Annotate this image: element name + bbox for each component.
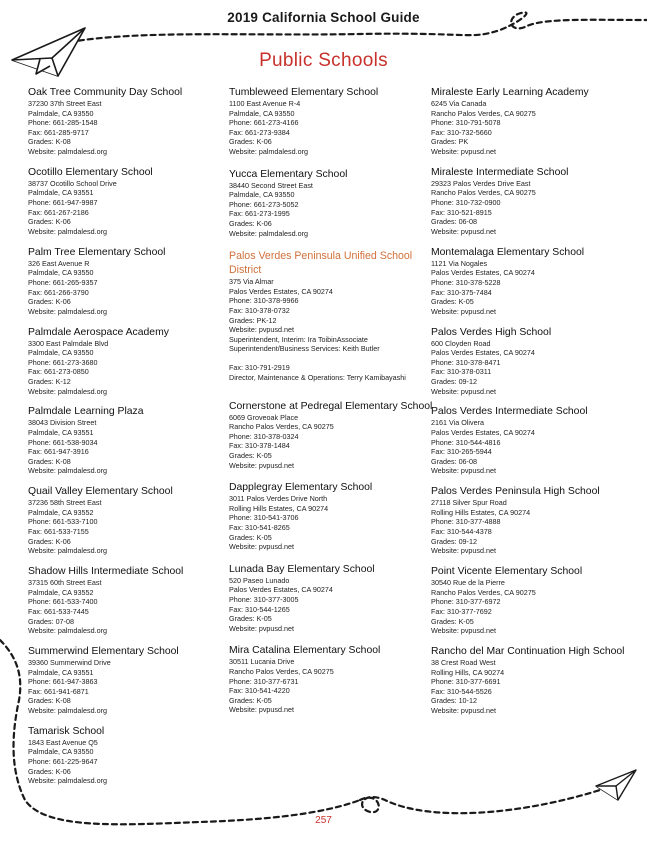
school-detail-line: Phone: 310-378-5228 bbox=[431, 277, 501, 287]
school-detail-line: Fax: 310-377-7692 bbox=[431, 606, 492, 616]
school-entry bbox=[28, 725, 233, 786]
school-detail-line: Phone: 661-273-4166 bbox=[229, 118, 299, 128]
school-detail-line: Website: pvpusd.net bbox=[229, 460, 294, 470]
school-detail-line: Phone: 310-377-6972 bbox=[431, 597, 501, 607]
school-detail-line: 326 East Avenue R bbox=[28, 258, 90, 268]
school-name: Miraleste Intermediate School bbox=[431, 166, 569, 178]
school-column-3 bbox=[431, 86, 636, 716]
school-detail-line: Fax: 661-533-7445 bbox=[28, 606, 89, 616]
school-detail-line: Website: pvpusd.net bbox=[431, 306, 496, 316]
school-detail-line: Grades: K-05 bbox=[431, 297, 474, 307]
school-detail-line: Rancho Palos Verdes, CA 90275 bbox=[431, 188, 536, 198]
school-entry bbox=[431, 166, 636, 237]
school-name: Mira Catalina Elementary School bbox=[229, 645, 381, 657]
school-entry bbox=[28, 485, 233, 556]
school-detail-line: Palmdale, CA 93552 bbox=[28, 587, 94, 597]
school-entry bbox=[431, 246, 636, 317]
school-detail-line: Phone: 661-273-5052 bbox=[229, 199, 299, 209]
school-detail-line: Palmdale, CA 93550 bbox=[28, 747, 94, 757]
school-detail-line: Phone: 310-377-3005 bbox=[229, 594, 299, 604]
school-detail-line: Website: palmdalesd.org bbox=[229, 228, 308, 238]
school-name: Point Vicente Elementary School bbox=[431, 566, 583, 578]
school-detail-line: Palos Verdes Estates, CA 90274 bbox=[431, 268, 535, 278]
school-detail-line: Grades: K-06 bbox=[229, 137, 272, 147]
school-detail-line: Grades: K-06 bbox=[28, 297, 71, 307]
school-detail-line: Phone: 310-378-8471 bbox=[431, 357, 501, 367]
school-detail-line: Grades: K-05 bbox=[229, 695, 272, 705]
school-detail-line: 38043 Division Street bbox=[28, 418, 97, 428]
school-entry bbox=[28, 86, 233, 157]
school-name: Dapplegray Elementary School bbox=[229, 482, 373, 494]
school-detail-line: Rolling Hills Estates, CA 90274 bbox=[431, 507, 531, 517]
school-detail-line: 38440 Second Street East bbox=[229, 180, 313, 190]
guide-title: 2019 California School Guide bbox=[227, 10, 420, 25]
school-detail-line: Fax: 661-267-2186 bbox=[28, 207, 89, 217]
school-detail-line: Fax: 310-544-5526 bbox=[431, 686, 492, 696]
school-detail-line: Website: pvpusd.net bbox=[229, 705, 294, 715]
school-detail-line: Grades: K-05 bbox=[229, 614, 272, 624]
school-detail-line: Grades: PK bbox=[431, 137, 469, 147]
school-detail-line: Fax: 310-521-8915 bbox=[431, 207, 492, 217]
school-name: Cornerstone at Pedregal Elementary School bbox=[229, 400, 433, 412]
school-detail-line: Grades: 10-12 bbox=[431, 696, 477, 706]
school-detail-line: 3300 East Palmdale Blvd bbox=[28, 338, 109, 348]
school-detail-line: Palos Verdes Estates, CA 90274 bbox=[229, 286, 333, 296]
school-column-2 bbox=[229, 86, 434, 715]
school-entry bbox=[28, 326, 233, 397]
school-entry bbox=[431, 485, 636, 556]
school-detail-line: Website: palmdalesd.org bbox=[28, 306, 107, 316]
school-detail-line: 1843 East Avenue Q5 bbox=[28, 737, 98, 747]
school-column-1 bbox=[28, 86, 233, 786]
school-detail-line: Grades: K-06 bbox=[28, 766, 71, 776]
school-name: Shadow Hills Intermediate School bbox=[28, 566, 184, 578]
school-detail-line: Website: pvpusd.net bbox=[229, 325, 294, 335]
school-entry bbox=[229, 168, 434, 239]
school-detail-line: Rancho Palos Verdes, CA 90275 bbox=[431, 587, 536, 597]
school-entry bbox=[431, 86, 636, 157]
school-detail-line: Website: palmdalesd.org bbox=[28, 705, 107, 715]
school-detail-line: Superintendent/Business Services: Keith Butler bbox=[229, 344, 380, 354]
school-detail-line: Phone: 310-378-0324 bbox=[229, 431, 299, 441]
school-detail-line: Fax: 310-791-2919 bbox=[229, 363, 290, 373]
school-detail-line: Phone: 661-533-7100 bbox=[28, 517, 98, 527]
school-name: Oak Tree Community Day School bbox=[28, 87, 183, 98]
school-detail-line: Website: palmdalesd.org bbox=[28, 146, 107, 156]
school-detail-line: Website: pvpusd.net bbox=[431, 226, 496, 236]
school-detail-line: Palmdale, CA 93551 bbox=[28, 188, 94, 198]
school-detail-line: Website: pvpusd.net bbox=[229, 623, 294, 633]
school-entry bbox=[431, 326, 636, 397]
school-detail-line: Grades: K-06 bbox=[28, 217, 71, 227]
school-detail-line: Grades: 09-12 bbox=[431, 376, 477, 386]
school-detail-line: Fax: 310-544-4378 bbox=[431, 527, 492, 537]
school-detail-line: Rancho Palos Verdes, CA 90275 bbox=[431, 108, 536, 118]
school-detail-line: Grades: K-05 bbox=[229, 532, 272, 542]
school-detail-line: Fax: 310-265-5944 bbox=[431, 447, 492, 457]
school-detail-line: Fax: 661-273-9384 bbox=[229, 127, 290, 137]
school-detail-line: 520 Paseo Lunado bbox=[229, 575, 290, 585]
school-detail-line: Fax: 661-266-3790 bbox=[28, 287, 89, 297]
school-detail-line: Phone: 310-732-0900 bbox=[431, 198, 501, 208]
school-detail-line: Palmdale, CA 93551 bbox=[28, 667, 94, 677]
school-detail-line: Fax: 661-273-0850 bbox=[28, 367, 89, 377]
school-detail-line: Grades: K-06 bbox=[28, 536, 71, 546]
school-detail-line: 30540 Rue de la Pierre bbox=[431, 578, 505, 588]
school-entry bbox=[229, 563, 434, 634]
school-detail-line: Website: pvpusd.net bbox=[229, 542, 294, 552]
school-detail-line: 2161 Via Olivera bbox=[431, 418, 485, 428]
school-detail-line: Fax: 661-533-7155 bbox=[28, 527, 89, 537]
section-title: Public Schools bbox=[259, 50, 388, 71]
school-entry bbox=[28, 166, 233, 237]
school-entry bbox=[28, 645, 233, 716]
school-detail-line: Rolling Hills Estates, CA 90274 bbox=[229, 503, 329, 513]
school-detail-line: 37315 60th Street East bbox=[28, 578, 102, 588]
school-detail-line: Palmdale, CA 93550 bbox=[229, 190, 295, 200]
school-detail-line: 6245 Via Canada bbox=[431, 99, 487, 108]
school-detail-line: Phone: 661-225-9647 bbox=[28, 757, 98, 767]
school-detail-line: Website: pvpusd.net bbox=[431, 386, 496, 396]
school-detail-line: 37230 37th Street East bbox=[28, 99, 102, 108]
school-detail-line: Phone: 310-378-9966 bbox=[229, 296, 299, 306]
school-detail-line bbox=[229, 354, 434, 364]
school-detail-line: Website: palmdalesd.org bbox=[28, 776, 107, 786]
school-detail-line: Palmdale, CA 93552 bbox=[28, 507, 94, 517]
school-detail-line: Website: palmdalesd.org bbox=[28, 626, 107, 636]
school-detail-line: 30511 Lucania Drive bbox=[229, 657, 295, 667]
school-detail-line: Phone: 310-377-4888 bbox=[431, 517, 501, 527]
school-name: Montemalaga Elementary School bbox=[431, 246, 585, 258]
school-detail-line: Superintendent, Interim: Ira ToibinAssociate bbox=[229, 334, 368, 344]
school-detail-line: 38737 Ocotillo School Drive bbox=[28, 178, 117, 188]
school-detail-line: 37236 58th Street East bbox=[28, 498, 102, 508]
school-detail-line: Palmdale, CA 93550 bbox=[28, 348, 94, 358]
school-detail-line: Phone: 661-265-9357 bbox=[28, 277, 98, 287]
school-name: Quail Valley Elementary School bbox=[28, 486, 173, 498]
school-detail-line: Palmdale, CA 93551 bbox=[28, 428, 94, 438]
district-name: Palos Verdes Peninsula Unified School District bbox=[229, 250, 413, 277]
school-detail-line: Palos Verdes Estates, CA 90274 bbox=[431, 428, 535, 438]
school-detail-line: Phone: 310-377-6731 bbox=[229, 676, 299, 686]
school-detail-line: Grades: K-05 bbox=[431, 616, 474, 626]
school-detail-line: Phone: 661-533-7400 bbox=[28, 597, 98, 607]
school-detail-line: Phone: 310-544-4816 bbox=[431, 437, 501, 447]
school-detail-line: 38 Crest Road West bbox=[431, 658, 496, 668]
school-detail-line: 600 Cloyden Road bbox=[431, 338, 491, 348]
school-entry bbox=[28, 246, 233, 317]
school-detail-line: Rancho Palos Verdes, CA 90275 bbox=[229, 666, 334, 676]
school-detail-line: 39360 Summerwind Drive bbox=[28, 658, 111, 668]
school-detail-line: Website: palmdalesd.org bbox=[28, 386, 107, 396]
school-detail-line: Phone: 661-273-3680 bbox=[28, 357, 98, 367]
school-detail-line: Fax: 310-378-1484 bbox=[229, 441, 290, 451]
school-name: Summerwind Elementary School bbox=[28, 646, 179, 658]
school-detail-line: Palmdale, CA 93550 bbox=[229, 108, 295, 118]
school-detail-line: Phone: 310-377-6691 bbox=[431, 677, 501, 687]
school-detail-line: 1121 Via Nogales bbox=[431, 258, 488, 268]
school-name: Rancho del Mar Continuation High School bbox=[431, 646, 625, 658]
paper-airplane-icon bbox=[596, 770, 636, 800]
school-name: Yucca Elementary School bbox=[229, 168, 348, 180]
school-name: Palmdale Aerospace Academy bbox=[28, 326, 169, 338]
school-detail-line: Phone: 310-791-5078 bbox=[431, 118, 501, 128]
school-name: Palmdale Learning Plaza bbox=[28, 406, 144, 418]
school-detail-line: Fax: 310-541-4220 bbox=[229, 686, 290, 696]
school-detail-line: Website: palmdalesd.org bbox=[229, 146, 308, 156]
school-detail-line: Rancho Palos Verdes, CA 90275 bbox=[229, 422, 334, 432]
school-detail-line: Website: palmdalesd.org bbox=[28, 546, 107, 556]
school-entry bbox=[229, 481, 434, 552]
school-detail-line: Fax: 310-541-8265 bbox=[229, 523, 290, 532]
school-detail-line: 6069 Groveoak Place bbox=[229, 412, 299, 422]
school-detail-line: Grades: K-05 bbox=[229, 451, 272, 461]
school-detail-line: Website: pvpusd.net bbox=[431, 546, 496, 556]
school-detail-line: Website: pvpusd.net bbox=[431, 146, 496, 156]
school-detail-line: Phone: 661-285-1548 bbox=[28, 118, 98, 128]
school-entry bbox=[28, 405, 233, 476]
school-detail-line: 375 Via Almar bbox=[229, 277, 274, 287]
school-detail-line: Palos Verdes Estates, CA 90274 bbox=[431, 348, 535, 358]
school-detail-line: 1100 East Avenue R-4 bbox=[229, 99, 301, 108]
school-entry bbox=[28, 565, 233, 636]
school-detail-line: Grades: 06-08 bbox=[431, 217, 477, 227]
school-detail-line: Phone: 310-541-3706 bbox=[229, 513, 299, 523]
school-detail-line: Grades: K-08 bbox=[28, 137, 71, 147]
school-detail-line: Fax: 310-375-7484 bbox=[431, 287, 492, 297]
school-detail-line: Grades: 07-08 bbox=[28, 616, 74, 626]
bottom-flight-path bbox=[360, 790, 600, 813]
school-detail-line: Phone: 661-947-9987 bbox=[28, 198, 98, 208]
school-name: Palos Verdes High School bbox=[431, 326, 552, 338]
school-name: Tumbleweed Elementary School bbox=[229, 87, 379, 98]
school-name: Ocotillo Elementary School bbox=[28, 166, 153, 178]
school-entry bbox=[431, 405, 636, 476]
school-detail-line: Grades: PK-12 bbox=[229, 315, 277, 325]
school-detail-line: Phone: 661-947-3863 bbox=[28, 677, 98, 687]
school-detail-line: Rolling Hills, CA 90274 bbox=[431, 667, 505, 677]
page-number: 257 bbox=[315, 815, 332, 826]
school-detail-line: Fax: 310-378-0311 bbox=[431, 367, 492, 377]
school-detail-line: 27118 Silver Spur Road bbox=[431, 498, 507, 508]
school-detail-line: Website: pvpusd.net bbox=[431, 705, 496, 715]
district-entry bbox=[229, 249, 434, 383]
school-name: Miraleste Early Learning Academy bbox=[431, 87, 589, 98]
school-detail-line: 29323 Palos Verdes Drive East bbox=[431, 178, 531, 188]
school-detail-line: Fax: 310-732-5660 bbox=[431, 127, 492, 137]
school-name: Tamarisk School bbox=[28, 725, 105, 737]
school-detail-line: Fax: 661-273-1995 bbox=[229, 209, 290, 219]
school-detail-line: Website: palmdalesd.org bbox=[28, 466, 107, 476]
school-name: Palos Verdes Peninsula High School bbox=[431, 486, 600, 498]
school-entry bbox=[431, 645, 636, 716]
school-detail-line: Fax: 661-941-6871 bbox=[28, 686, 89, 696]
school-detail-line: Phone: 661-538-9034 bbox=[28, 437, 98, 447]
school-entry bbox=[229, 644, 434, 715]
school-detail-line: Website: palmdalesd.org bbox=[28, 226, 107, 236]
school-entry bbox=[431, 565, 636, 636]
school-detail-line: Website: pvpusd.net bbox=[431, 466, 496, 476]
school-detail-line: Grades: 09-12 bbox=[431, 536, 477, 546]
school-name: Palos Verdes Intermediate School bbox=[431, 406, 588, 418]
school-detail-line: Fax: 661-285-9717 bbox=[28, 127, 89, 137]
school-detail-line: Grades: K-08 bbox=[28, 696, 71, 706]
school-detail-line: Palmdale, CA 93550 bbox=[28, 268, 94, 278]
school-detail-line: Fax: 310-378-0732 bbox=[229, 305, 290, 315]
school-detail-line: Fax: 661-947-3916 bbox=[28, 447, 89, 457]
school-detail-line: Website: pvpusd.net bbox=[431, 626, 496, 636]
school-entry bbox=[229, 86, 434, 157]
school-detail-line: Grades: K-12 bbox=[28, 376, 71, 386]
school-detail-line: Grades: 06-08 bbox=[431, 456, 477, 466]
school-detail-line: Fax: 310-544-1265 bbox=[229, 604, 290, 614]
school-detail-line: Palmdale, CA 93550 bbox=[28, 108, 94, 118]
school-detail-line: Director, Maintenance & Operations: Terry Kamibayashi bbox=[229, 373, 406, 383]
school-detail-line: Palos Verdes Estates, CA 90274 bbox=[229, 585, 333, 595]
school-entry bbox=[229, 400, 434, 471]
school-name: Lunada Bay Elementary School bbox=[229, 563, 375, 575]
school-detail-line: Grades: K-06 bbox=[229, 218, 272, 228]
school-detail-line: 3011 Palos Verdes Drive North bbox=[229, 494, 328, 504]
school-detail-line: Grades: K-08 bbox=[28, 456, 71, 466]
school-name: Palm Tree Elementary School bbox=[28, 246, 166, 258]
